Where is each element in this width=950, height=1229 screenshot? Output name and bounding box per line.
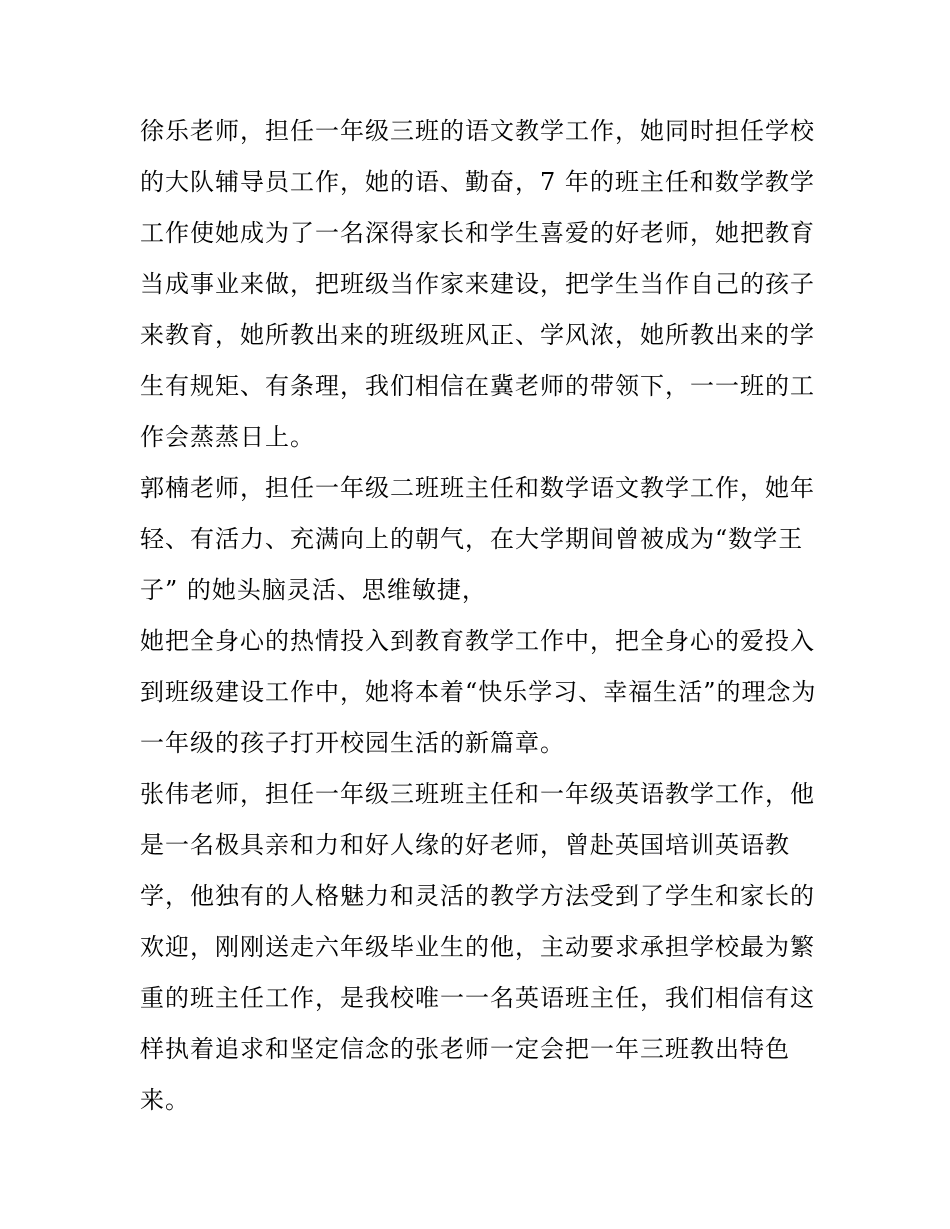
text-line: 到班级建设工作中，她将本着“快乐学习、幸福生活”的理念为 — [140, 678, 817, 706]
text-line: 的大队辅导员工作，她的语、勤奋，7 年的班主任和数学教学 — [140, 168, 815, 196]
text-line: 当成事业来做，把班级当作家来建设，把学生当作自己的孩子 — [140, 270, 815, 298]
text-line: 欢迎，刚刚送走六年级毕业生的他，主动要求承担学校最为繁 — [140, 933, 815, 961]
text-line: 作会蒸蒸日上。 — [140, 423, 315, 451]
text-line: 张伟老师，担任一年级三班班主任和一年级英语教学工作，他 — [140, 780, 815, 808]
text-line: 郭楠老师，担任一年级二班班主任和数学语文教学工作，她年 — [140, 474, 815, 502]
paragraph-guo-nan-continued — [140, 616, 820, 769]
text-line: 一年级的孩子打开校园生活的新篇章。 — [140, 729, 565, 757]
paragraph-guo-nan — [140, 463, 820, 616]
text-line: 来。 — [140, 1086, 190, 1114]
text-line: 工作使她成为了一名深得家长和学生喜爱的好老师，她把教育 — [140, 219, 815, 247]
text-line: 徐乐老师，担任一年级三班的语文教学工作，她同时担任学校 — [140, 117, 815, 145]
document-body — [140, 106, 820, 1126]
text-line: 生有规矩、有条理，我们相信在冀老师的带领下，一一班的工 — [140, 372, 815, 400]
text-line: 是一名极具亲和力和好人缘的好老师，曾赴英国培训英语教 — [140, 831, 790, 859]
paragraph-zhang-wei — [140, 769, 820, 1126]
text-line: 轻、有活力、充满向上的朝气，在大学期间曾被成为“数学王 — [140, 525, 804, 553]
text-line: 她把全身心的热情投入到教育教学工作中，把全身心的爱投入 — [140, 627, 815, 655]
text-line: 重的班主任工作，是我校唯一一名英语班主任，我们相信有这 — [140, 984, 815, 1012]
text-line: 来教育，她所教出来的班级班风正、学风浓，她所教出来的学 — [140, 321, 815, 349]
text-line: 学，他独有的人格魅力和灵活的教学方法受到了学生和家长的 — [140, 882, 815, 910]
text-line: 样执着追求和坚定信念的张老师一定会把一年三班教出特色 — [140, 1035, 790, 1063]
text-line: 子” 的她头脑灵活、思维敏捷， — [140, 576, 487, 604]
paragraph-xu-le — [140, 106, 820, 463]
